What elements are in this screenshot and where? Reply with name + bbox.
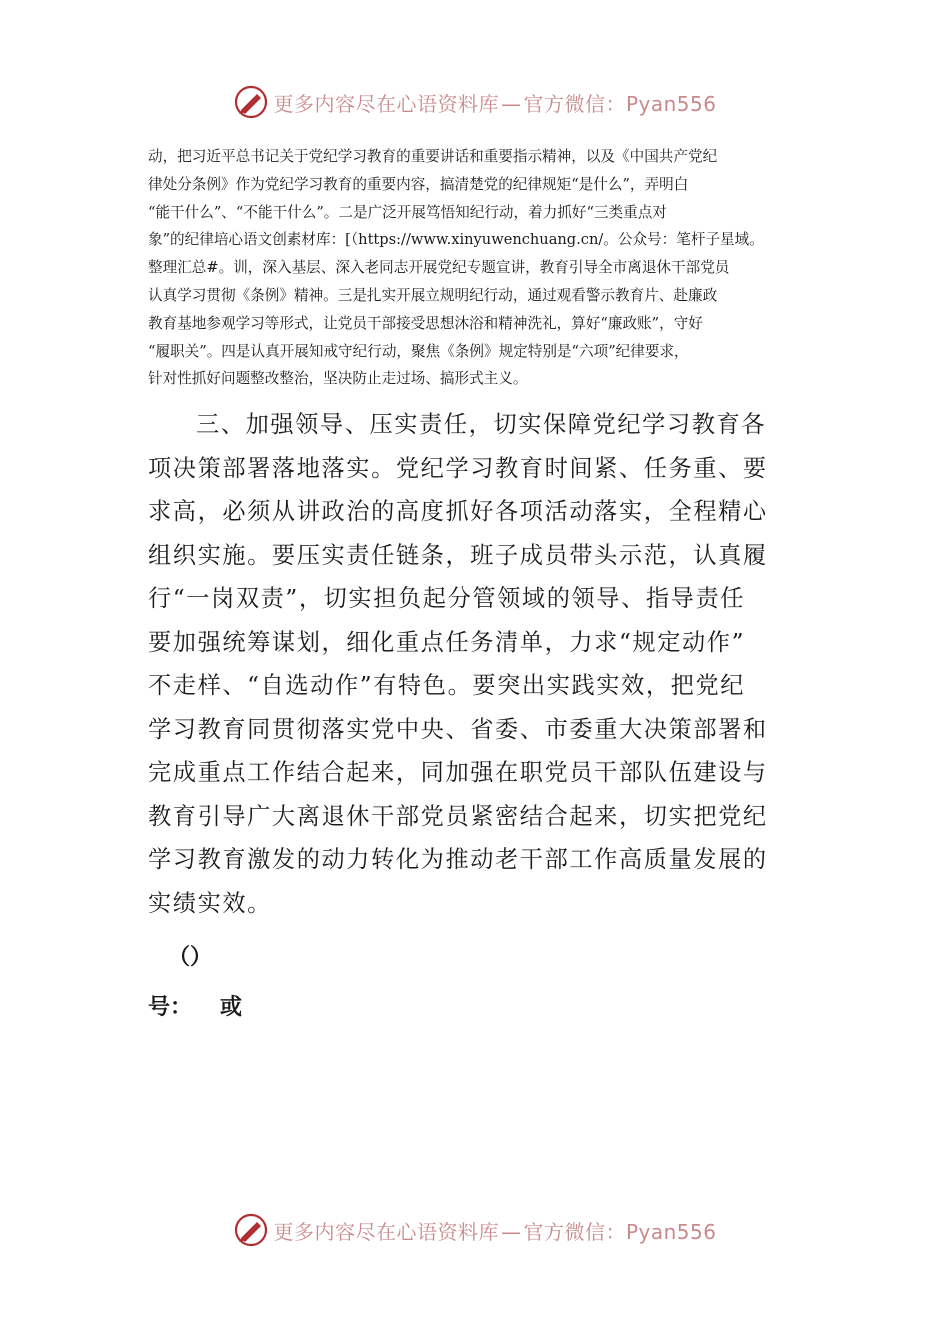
hao-huo-line [148, 990, 242, 1021]
pen-nib-circle-icon [233, 1212, 269, 1248]
watermark-text: 更多内容尽在心语资料库 — 官方微信：Pyan556 [273, 91, 717, 116]
pen-nib-circle-icon [233, 84, 269, 120]
text-line: 完成重点工作结合起来，同加强在职党员干部队伍建设与 [148, 759, 768, 786]
text-line: 不走样、“自选动作”有特色。要突出实践实效，把党纪 [148, 672, 746, 699]
text-line: 要加强统筹谋划，细化重点任务清单，力求“规定动作” [148, 628, 746, 656]
text-line: 实绩实效。 [148, 889, 272, 917]
body-paragraph-small [148, 143, 828, 393]
text-line: 项决策部署落地落实。党纪学习教育时间紧、任务重、要 [148, 454, 768, 482]
hao-label: 号： [148, 994, 193, 1020]
text-line: 象”的纪律培心语文创素材库：[（https://www.xinyuwenchuang.cn/。公众号：笔杆子星域。 [148, 231, 764, 249]
text-line: 教育引导广大离退休干部党员紧密结合起来，切实把党纪 [148, 802, 768, 830]
section-heading-line: 三、加强领导、压实责任，切实保障党纪学习教育各 [196, 411, 767, 438]
text-line: 整理汇总#。训，深入基层、深入老同志开展党纪专题宣讲，教育引导全市离退休干部党员 [148, 259, 730, 277]
huo-label: 或 [220, 994, 243, 1020]
text-line: “履职关”。四是认真开展知戒守纪行动，聚焦《条例》规定特别是“六项”纪律要求， [148, 342, 689, 360]
text-line: 行“一岗双责”，切实担负起分管领域的领导、指导责任 [148, 585, 746, 612]
section-three-paragraph [148, 403, 818, 925]
watermark-banner-top [0, 80, 950, 124]
text-line: 律处分条例》作为党纪学习教育的重要内容，搞清楚党的纪律规矩“是什么”，弄明白 [148, 175, 689, 193]
text-line: 针对性抓好问题整改整治，坚决防止走过场、搞形式主义。 [148, 370, 528, 388]
watermark-banner-bottom [0, 1208, 950, 1252]
text-line: “能干什么”、“不能干什么”。二是广泛开展笃悟知纪行动，着力抓好“三类重点对 [148, 203, 667, 221]
watermark-text: 更多内容尽在心语资料库 — 官方微信：Pyan556 [273, 1219, 717, 1244]
empty-parentheses: （） [168, 945, 213, 970]
text-line: 组织实施。要压实责任链条，班子成员带头示范，认真履 [148, 541, 768, 569]
text-line: 求高，必须从讲政治的高度抓好各项活动落实，全程精心 [148, 498, 768, 525]
text-line: 学习教育同贯彻落实党中央、省委、市委重大决策部署和 [148, 715, 768, 743]
text-line: 学习教育激发的动力转化为推动老干部工作高质量发展的 [148, 846, 768, 873]
text-line: 教育基地参观学习等形式，让党员干部接受思想沐浴和精神洗礼，算好“廉政账”，守好 [148, 314, 703, 332]
text-line: 认真学习贯彻《条例》精神。三是扎实开展立规明纪行动，通过观看警示教育片、赴廉政 [148, 286, 718, 304]
text-line: 动，把习近平总书记关于党纪学习教育的重要讲话和重要指示精神，以及《中国共产党纪 [148, 148, 718, 165]
